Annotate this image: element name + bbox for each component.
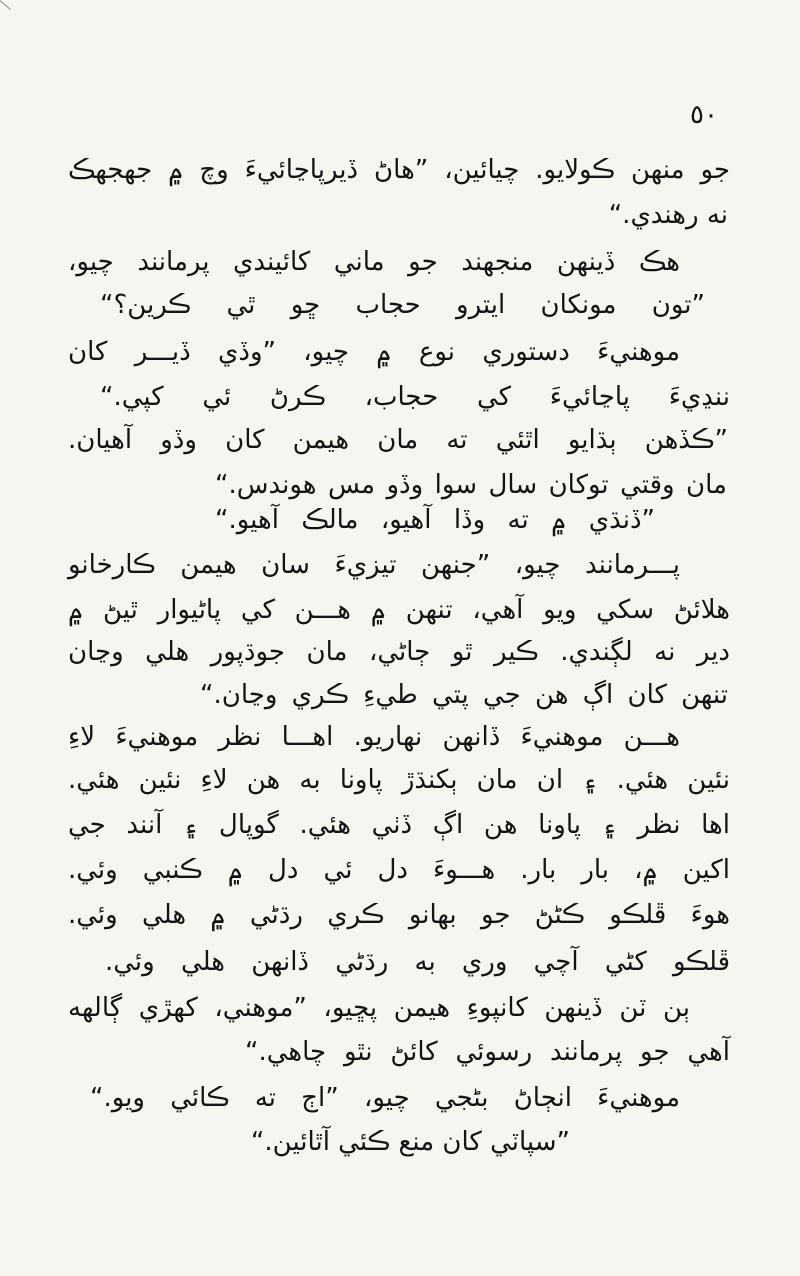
text-line: تنهن کان اڳ هن جي پتي طيءِ ڪري وڃان.“ bbox=[200, 680, 728, 710]
text-line: موهنيءَ دستوري نوع ۾ چيو، ”وڏي ڏيـــر کان bbox=[68, 337, 680, 367]
text-line: ”ڪڏهن ٻڌايو اٿئي ته مان هيمن کان وڏو آهيان. bbox=[68, 425, 728, 455]
text-line: اها نظر ۽ پاونا هن اڳ ڏٺي هئي. گوپال ۽ آنند جي bbox=[68, 810, 730, 840]
page-edge-mark bbox=[0, 0, 11, 20]
text-line: ڦلڪو کڻي آچي وري به رڌڻي ڏانهن هلي وئي. bbox=[105, 947, 730, 977]
text-line: دير نه لڳندي. ڪير ٿو ڄاڻي، مان جوڌپور هلي وڃان bbox=[68, 637, 730, 667]
text-line: هلائڻ سکي ويو آهي، تنهن ۾ هـــن کي پاڻيوار ٿيڻ ۾ bbox=[68, 595, 730, 625]
text-line: آهي جو پرمانند رسوئي کائڻ نٿو چاهي.“ bbox=[245, 1037, 730, 1067]
page-number: ٥٠ bbox=[690, 100, 718, 130]
text-line: هڪ ڏينهن منجهند جو ماني کائيندي پرمانند چيو، bbox=[68, 247, 680, 277]
text-line: هوءَ ڦلڪو ڪڻڻ جو بهانو ڪري رڌڻي ۾ هلي وئي. bbox=[68, 900, 730, 930]
text-line: پـــرمانند چيو، ”جنهن تيزيءَ سان هيمن ڪارخانو bbox=[68, 550, 680, 580]
text-line: ”سپاٽي کان منع ڪئي آٿائين.“ bbox=[250, 1127, 570, 1157]
text-line: هـــن موهنيءَ ڏانهن نهاريو. اهـــا نظر موهنيءَ لاءِ bbox=[68, 722, 680, 752]
text-line: ننڍيءَ پاڃائيءَ کي حجاب، ڪرڻ ئي کپي.“ bbox=[100, 382, 730, 412]
text-line: نه رهندي.“ bbox=[608, 200, 728, 230]
text-line: موهنيءَ انڄاڻ بڻجي چيو، ”اڄ ته ڪائي ويو.“ bbox=[90, 1083, 680, 1113]
text-line: مان وقتي توکان سال سوا وڏو مس هوندس.“ bbox=[215, 470, 727, 500]
text-line: اکين ۾، بار بار. هـــوءَ دل ئي دل ۾ ڪنبي وئي. bbox=[68, 855, 730, 885]
text-line: نئين هئي. ۽ ان مان ٻکنڌڙ پاونا به هن لاءِ نئين هئي. bbox=[68, 765, 730, 795]
text-line: ٻن ٽن ڏينهن کانپوءِ هيمن پڇيو، ”موهني، کهڙي ڳالهه bbox=[68, 993, 690, 1023]
text-line: ”ڏنڌي ۾ ته وڏا آهيو، مالڪ آهيو.“ bbox=[215, 505, 655, 535]
text-line: جو منهن ڪولايو. چيائين، ”هاڻ ڏيرپاڃائيءَ وچ ۾ جهجهڪ bbox=[68, 155, 730, 185]
text-line: ”تون مونکان ايترو حجاب ڇو ٿي ڪرين؟“ bbox=[100, 290, 705, 320]
